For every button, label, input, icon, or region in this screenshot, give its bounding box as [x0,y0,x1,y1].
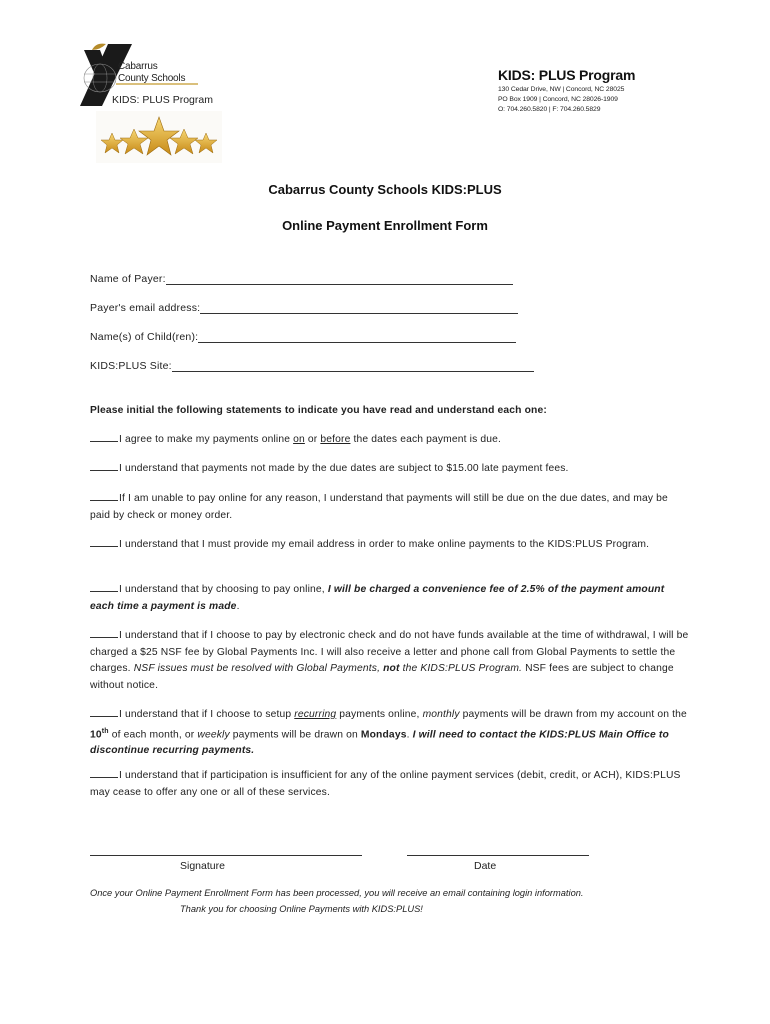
statement-1-before: before [320,434,351,445]
date-line[interactable] [407,855,589,856]
statement-7-th: th [101,727,109,735]
payer-name-field[interactable] [90,273,513,285]
payer-email-label: Payer's email address: [90,302,201,314]
statement-1-on: on [293,434,305,445]
statement-6-not: not [383,663,400,674]
signature-line[interactable] [90,855,362,856]
logo-text-county-schools: County Schools [118,73,186,84]
payer-name-line[interactable] [166,273,513,285]
initial-blank-7[interactable] [90,706,118,717]
initial-blank-5[interactable] [90,581,118,592]
form-subtitle: Online Payment Enrollment Form [282,218,488,233]
footer-line-1: Once your Online Payment Enrollment Form has been processed, you will receive an email containing login information. [90,888,584,898]
statement-7-text-e: payments will be drawn on [229,728,361,740]
statement-7-text-f: . [406,728,413,740]
statement-7-text-a: I understand that if I choose to setup [119,709,295,720]
statement-3-text: If I am unable to pay online for any reason, I understand that payments will still be due on the due dates, and may be paid by check or money order. [90,493,668,521]
statement-6-text-a: I understand that if I choose to pay by electronic check and do not have funds available at the time of withdrawal, I will be charged a $25 NSF fee by Global Payments Inc. I will also receive a letter and phone call from Global Payments to settle the charges. [90,630,689,674]
initial-blank-3[interactable] [90,490,118,501]
initial-blank-2[interactable] [90,460,118,471]
initial-blank-1[interactable] [90,431,118,442]
signature-label: Signature [180,860,225,872]
statement-6 [90,627,690,694]
initial-blank-4[interactable] [90,536,118,547]
statement-6-text-b: NSF fees are subject to change without notice. [90,663,674,691]
statement-7-text-d: of each month, or [108,728,198,740]
program-title: KIDS: PLUS Program [498,67,636,83]
site-label: KIDS:PLUS Site: [90,360,172,372]
logo-text-program: KIDS: PLUS Program [112,94,213,106]
site-line[interactable] [172,360,534,372]
statement-4 [90,536,690,554]
statement-7-weekly: weekly [197,728,230,740]
statement-3 [90,490,690,524]
payer-name-label: Name of Payer: [90,273,166,285]
statement-1-text-b: the dates each payment is due. [350,434,502,445]
five-stars-image [96,111,222,163]
cabarrus-logo [78,42,218,112]
statement-7-text-c: payments will be drawn from my account on the [459,709,687,720]
statement-1-mid: or [304,434,321,445]
initial-blank-8[interactable] [90,767,118,778]
statement-8-text: I understand that if participation is insufficient for any of the online payment services (debit, credit, or ACH), KIDS:PLUS may cease to offer any one or all of these services. [90,770,681,798]
children-field[interactable] [90,331,516,343]
statement-5-text-a: I understand that by choosing to pay online, [119,584,328,595]
statement-7-mondays: Mondays [360,728,407,740]
initial-blank-6[interactable] [90,627,118,638]
address-line-3: O: 704.260.5820 | F: 704.260.5829 [498,106,601,113]
address-line-1: 130 Cedar Drive, NW | Concord, NC 28025 [498,86,625,93]
footer-line-2: Thank you for choosing Online Payments with KIDS:PLUS! [180,904,423,914]
statement-1-text-a: I agree to make my payments online [119,434,294,445]
stars-icon [96,111,222,163]
children-label: Name(s) of Child(ren): [90,331,199,343]
address-line-2: PO Box 1909 | Concord, NC 28026-1909 [498,96,618,103]
statement-2-text: I understand that payments not made by the due dates are subject to $15.00 late payment fees. [119,463,569,474]
statement-7-recurring: recurring [294,709,337,720]
statement-6-italic-1: NSF issues must be resolved with Global Payments, [133,663,384,674]
payer-email-field[interactable] [90,302,518,314]
statement-5-fee-bold: I will be charged a convenience fee of 2.5% of the payment amount each time a payment is made [90,584,665,612]
statement-5-end: . [236,600,240,612]
form-main-title: Cabarrus County Schools KIDS:PLUS [268,182,502,197]
statement-7 [90,706,690,760]
statement-2 [90,460,690,478]
logo-text-cabarrus: Cabarrus [118,61,158,72]
statement-7-monthly: monthly [422,709,460,720]
site-field[interactable] [90,360,534,372]
statement-8 [90,767,690,801]
instructions-heading: Please initial the following statements to indicate you have read and understand each one: [90,405,547,416]
date-label: Date [474,860,497,872]
statement-6-italic-2: the KIDS:PLUS Program. [399,663,523,674]
statement-5 [90,581,690,615]
statement-7-discontinue-bold: I will need to contact the KIDS:PLUS Main Office to discontinue recurring payments. [90,728,669,757]
statement-4-text: I understand that I must provide my email address in order to make online payments to the KIDS:PLUS Program. [119,539,650,550]
children-line[interactable] [198,331,516,343]
payer-email-line[interactable] [200,302,518,314]
statement-1 [90,431,690,449]
statement-7-text-b: payments online, [336,709,423,720]
statement-7-tenth: 10 [90,728,102,740]
